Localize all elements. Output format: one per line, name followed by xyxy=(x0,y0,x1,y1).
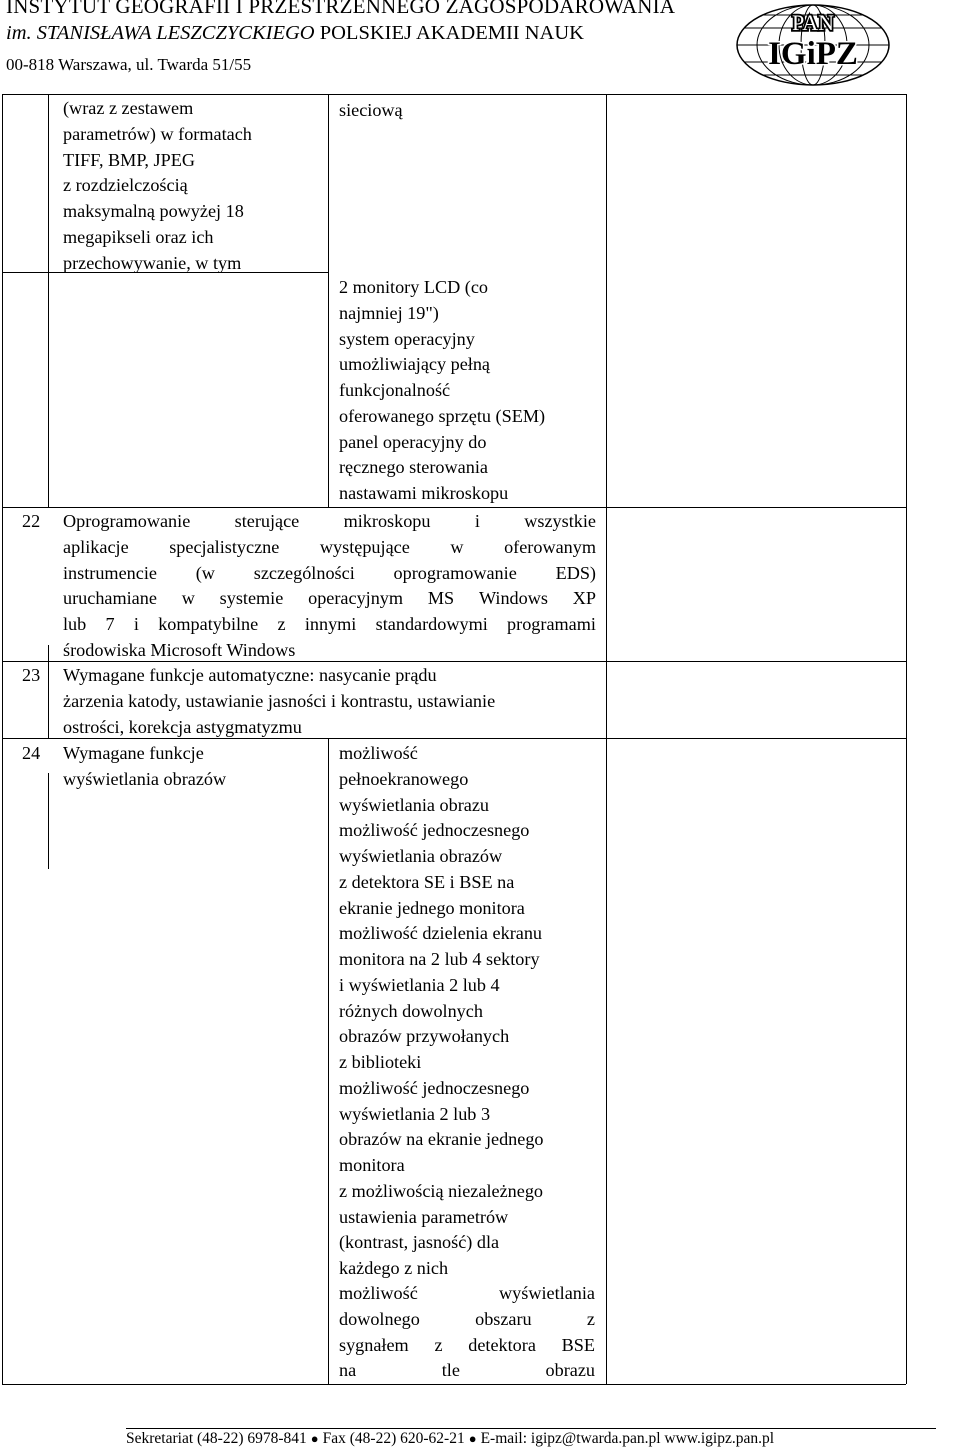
word: z xyxy=(586,1308,595,1329)
footer-contact xyxy=(126,1430,774,1448)
text-line: TIFF, BMP, JPEG xyxy=(63,149,195,170)
word: lub xyxy=(63,614,87,634)
text-line: funkcjonalność xyxy=(339,380,451,400)
text-line: monitora na 2 lub 4 sektory xyxy=(339,949,540,969)
word: sterujące xyxy=(234,511,300,531)
word: uruchamiane xyxy=(63,588,157,609)
svg-text:IGiPZ: IGiPZ xyxy=(768,36,858,72)
column-divider-1 xyxy=(48,773,49,869)
text-line: i wyświetlania 2 lub 4 xyxy=(339,974,500,995)
word: Windows xyxy=(478,588,548,609)
word: i xyxy=(133,614,139,634)
footer-rule xyxy=(126,1428,936,1429)
patron-name: im. STANISŁAWA LESZCZYCKIEGO xyxy=(6,22,315,44)
text-line xyxy=(63,509,596,535)
prev-row-equipment-list xyxy=(339,275,545,507)
row-24-bse-overlay-option xyxy=(339,1281,595,1384)
text-line xyxy=(339,1281,595,1307)
word: szczególności xyxy=(253,562,355,583)
text-line: ostrości, korekcja astygmatyzmu xyxy=(63,716,302,737)
word: na xyxy=(339,1360,357,1381)
text-line: megapikseli oraz ich xyxy=(63,226,214,247)
text-line: ustawienia parametrów xyxy=(339,1206,509,1227)
text-line: z biblioteki xyxy=(339,1052,422,1072)
footer-email: E-mail: igipz@twarda.pan.pl xyxy=(480,1430,661,1447)
row-separator xyxy=(2,507,906,508)
column-divider-2 xyxy=(328,738,329,1384)
text-line: monitora xyxy=(339,1155,405,1175)
word: możliwość xyxy=(339,1283,418,1303)
text-line: Wymagane funkcje automatyczne: nasycanie prądu xyxy=(63,665,437,685)
word: występujące xyxy=(319,536,410,557)
text-line: wyświetlania 2 lub 3 xyxy=(339,1103,491,1124)
row-number-22: 22 xyxy=(22,511,41,531)
word: wyświetlania xyxy=(499,1283,595,1303)
text-line xyxy=(63,612,596,638)
institute-patron-line xyxy=(6,22,584,45)
word: w xyxy=(181,588,195,609)
bullet-icon: ● xyxy=(468,1431,477,1446)
table-border-bottom xyxy=(2,1384,906,1385)
text-line: możliwość jednoczesnego xyxy=(339,1077,530,1098)
word: mikroskopu xyxy=(343,511,431,531)
word: Oprogramowanie xyxy=(63,511,191,531)
word: (w xyxy=(195,562,215,583)
word: dowolnego xyxy=(339,1308,420,1329)
table-border-right xyxy=(906,94,907,1384)
text-line: ekranie jednego monitora xyxy=(339,897,525,918)
text-line: wyświetlania obrazu xyxy=(339,794,489,815)
text-line: z możliwością niezależnego xyxy=(339,1180,544,1201)
text-line: obrazów przywołanych xyxy=(339,1026,510,1047)
word: XP xyxy=(572,588,596,609)
text-line: obrazów na ekranie jednego xyxy=(339,1129,544,1150)
text-line: Wymagane funkcje xyxy=(63,743,204,763)
word: operacyjnym xyxy=(308,588,404,609)
text-line: każdego z nich xyxy=(339,1258,449,1278)
table-border-left xyxy=(2,94,3,1384)
word: tle xyxy=(441,1360,460,1381)
word: systemie xyxy=(219,588,284,609)
footer-website[interactable]: www.igipz.pan.pl xyxy=(664,1430,775,1447)
word: instrumencie xyxy=(63,562,157,583)
text-line: możliwość dzielenia ekranu xyxy=(339,923,543,944)
text-line: żarzenia katody, ustawianie jasności i kontrastu, ustawianie xyxy=(63,690,496,711)
prev-row-description xyxy=(63,96,252,276)
text-line: oferowanego sprzętu (SEM) xyxy=(339,405,546,426)
word: detektora xyxy=(468,1334,536,1355)
institute-address: 00-818 Warszawa, ul. Twarda 51/55 xyxy=(6,55,252,74)
bullet-icon: ● xyxy=(310,1431,319,1446)
word: z xyxy=(434,1334,443,1355)
word: programami xyxy=(507,614,596,634)
word: obrazu xyxy=(545,1360,595,1381)
word: kompatybilne xyxy=(158,614,259,634)
row-separator xyxy=(2,94,906,95)
prev-row-network: sieciową xyxy=(339,100,403,120)
text-line: nastawami mikroskopu xyxy=(339,483,509,503)
text-line: system operacyjny xyxy=(339,328,475,349)
column-divider-2 xyxy=(328,94,329,507)
text-line xyxy=(339,1358,595,1384)
text-line: najmniej 19") xyxy=(339,302,439,323)
text-line: możliwość jednoczesnego xyxy=(339,820,530,841)
word: EDS) xyxy=(555,562,596,583)
word: w xyxy=(450,536,464,557)
text-line: 2 monitory LCD (co xyxy=(339,277,489,297)
institute-name-line: INSTYTUT GEOGRAFII I PRZESTRZENNEGO ZAGOSPODAROWANIA xyxy=(6,0,676,18)
text-line: wyświetlania obrazów xyxy=(339,846,503,866)
word: standardowymi xyxy=(375,614,488,634)
text-line: panel operacyjny do xyxy=(339,431,487,452)
text-line: (wraz z zestawem xyxy=(63,98,194,118)
text-line xyxy=(63,535,596,561)
column-divider-1 xyxy=(48,94,49,507)
text-line xyxy=(339,1333,595,1359)
text-line: (kontrast, jasność) dla xyxy=(339,1232,500,1253)
word: aplikacje xyxy=(63,536,129,557)
word: sygnałem xyxy=(339,1334,409,1355)
row-24-display-functions-list xyxy=(339,741,544,1282)
text-line: z detektora SE i BSE na xyxy=(339,871,515,892)
footer-secretariat: Sekretariat (48-22) 6978-841 xyxy=(126,1430,307,1447)
svg-text:PAN: PAN xyxy=(792,10,834,35)
igipz-logo xyxy=(733,2,893,88)
text-line: różnych dowolnych xyxy=(339,1000,483,1021)
row-22-software-requirements xyxy=(63,509,596,664)
word: z xyxy=(277,614,286,634)
text-line: maksymalną powyżej 18 xyxy=(63,201,244,221)
text-line xyxy=(63,561,596,587)
row-number-24: 24 xyxy=(22,743,41,763)
text-line: środowiska Microsoft Windows xyxy=(63,639,296,660)
text-line: z rozdzielczością xyxy=(63,175,188,196)
text-line: możliwość xyxy=(339,743,418,763)
word: BSE xyxy=(561,1334,595,1355)
specification-table xyxy=(2,94,908,1384)
text-line xyxy=(63,586,596,612)
text-line xyxy=(339,1307,595,1333)
word: innymi xyxy=(304,614,357,634)
text-line: przechowywanie, w tym xyxy=(63,252,242,273)
word: oprogramowanie xyxy=(393,562,517,583)
word: i xyxy=(474,511,480,531)
row-number-23: 23 xyxy=(22,665,41,685)
word: oferowanym xyxy=(504,536,596,557)
text-line: wyświetlania obrazów xyxy=(63,768,227,789)
academy-name: POLSKIEJ AKADEMII NAUK xyxy=(314,22,584,44)
row-24-display-functions-label xyxy=(63,741,226,793)
column-divider-4 xyxy=(606,94,607,1384)
word: 7 xyxy=(105,614,115,634)
word: wszystkie xyxy=(524,511,596,531)
column-divider-1 xyxy=(48,645,49,738)
text-line: pełnoekranowego xyxy=(339,768,469,789)
row-23-automatic-functions xyxy=(63,663,495,740)
word: MS xyxy=(427,588,455,609)
word: obszaru xyxy=(475,1308,532,1329)
footer-fax: Fax (48-22) 620-62-21 xyxy=(322,1430,465,1447)
word: specjalistyczne xyxy=(169,536,280,557)
text-line: umożliwiający pełną xyxy=(339,354,490,375)
text-line: parametrów) w formatach xyxy=(63,123,252,144)
text-line: ręcznego sterowania xyxy=(339,457,488,478)
